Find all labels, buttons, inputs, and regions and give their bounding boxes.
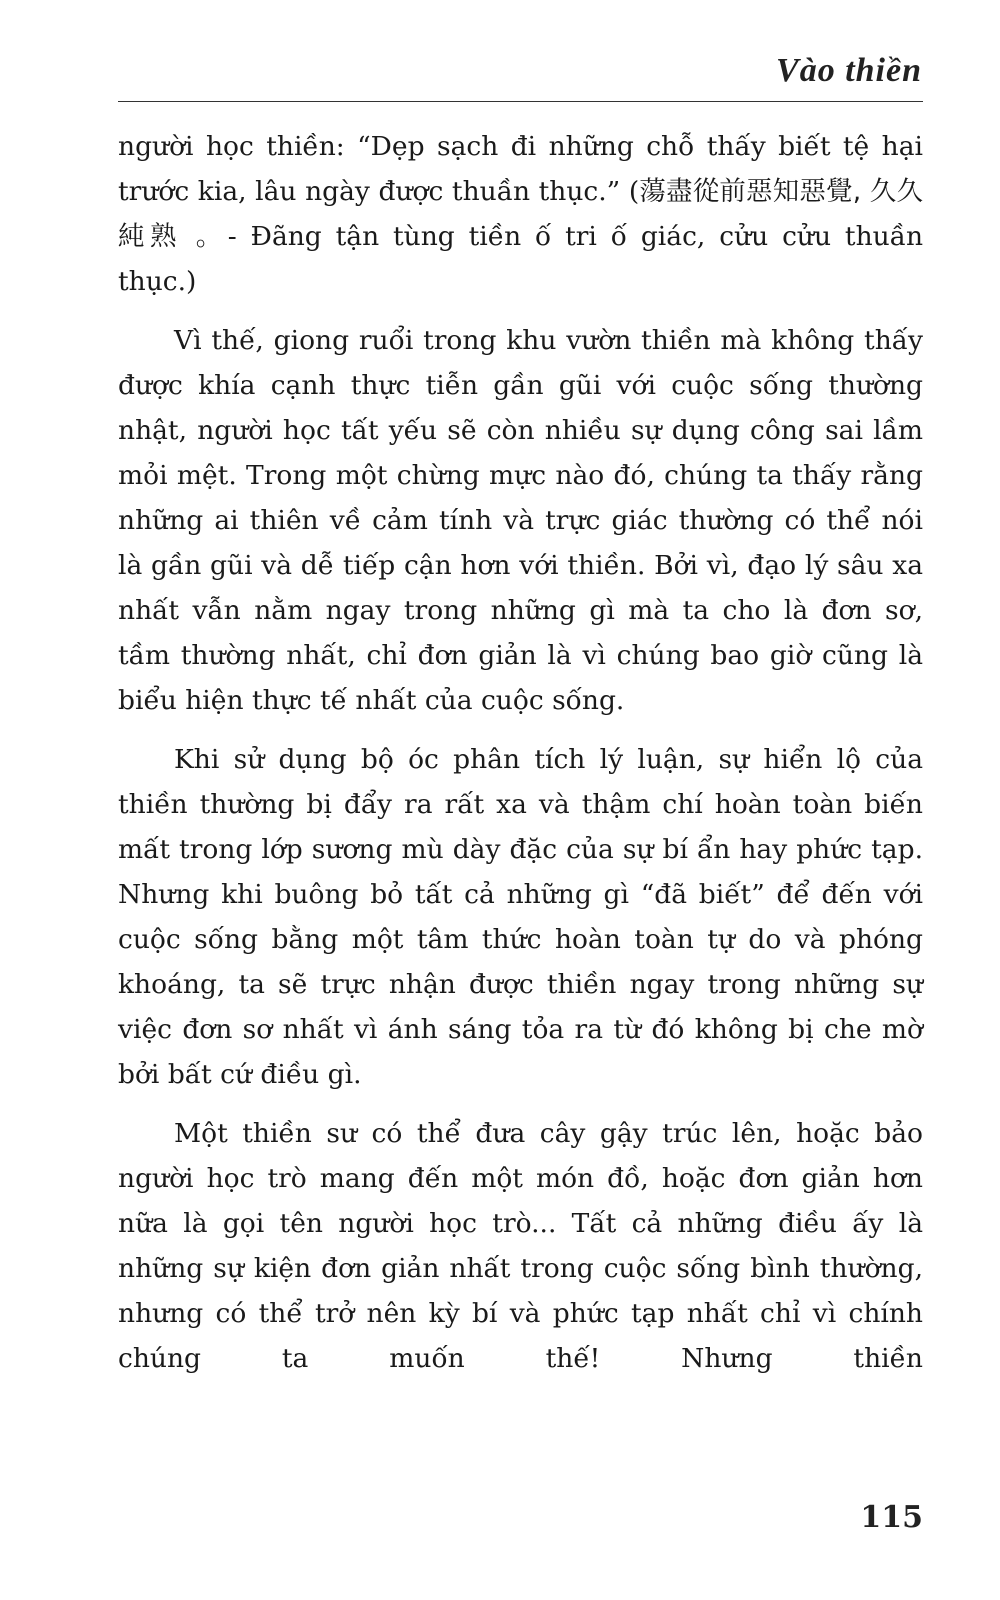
paragraph-1-text-a: người học thiền: “Dẹp sạch đi những chỗ thấy biết tệ hại trước kia, lâu ngày được thuần thục.” ( (118, 131, 923, 207)
body-text (118, 124, 923, 1395)
running-header-title: Vào thiền (776, 52, 922, 89)
paragraph-2: Vì thế, giong ruổi trong khu vườn thiền mà không thấy được khía cạnh thực tiễn gần gũi với cuộc sống thường nhật, người học tất yếu sẽ còn nhiều sự dụng công sai lầm mỏi mệt. Trong một chừng mực nào đó, chúng ta thấy rằng những ai thiên về cảm tính và trực giác thường có thể nói là gần gũi và dễ tiếp cận hơn với thiền. Bởi vì, đạo lý sâu xa nhất vẫn nằm ngay trong những gì mà ta cho là đơn sơ, tầm thường nhất, chỉ đơn giản là vì chúng bao giờ cũng là biểu hiện thực tế nhất của cuộc sống. (118, 325, 923, 716)
paragraph-4: Một thiền sư có thể đưa cây gậy trúc lên, hoặc bảo người học trò mang đến một món đồ, hoặc đơn giản hơn nữa là gọi tên người học trò... Tất cả những điều ấy là những sự kiện đơn giản nhất trong cuộc sống bình thường, nhưng có thể trở nên kỳ bí và phức tạp nhất chỉ vì chính chúng ta muốn thế! Nhưng thiền (118, 1118, 923, 1374)
page-number: 115 (860, 1500, 923, 1535)
header-divider (118, 101, 923, 102)
paragraph-1-text-b: 。- Đãng tận tùng tiền ố tri ố giác, cửu cửu thuần thục.) (118, 221, 924, 297)
paragraph-3: Khi sử dụng bộ óc phân tích lý luận, sự hiển lộ của thiền thường bị đẩy ra rất xa và thậm chí hoàn toàn biến mất trong lớp sương mù dày đặc của sự bí ẩn hay phức tạp. Nhưng khi buông bỏ tất cả những gì “đã biết” để đến với cuộc sống bằng một tâm thức hoàn toàn tự do và phóng khoáng, ta sẽ trực nhận được thiền ngay trong những sự việc đơn sơ nhất vì ánh sáng tỏa ra từ đó không bị che mờ bởi bất cứ điều gì. (118, 744, 923, 1090)
chinese-quote: 蕩盡從前惡知惡覺, 久久純熟 (118, 176, 923, 252)
paragraph-1 (118, 124, 923, 304)
